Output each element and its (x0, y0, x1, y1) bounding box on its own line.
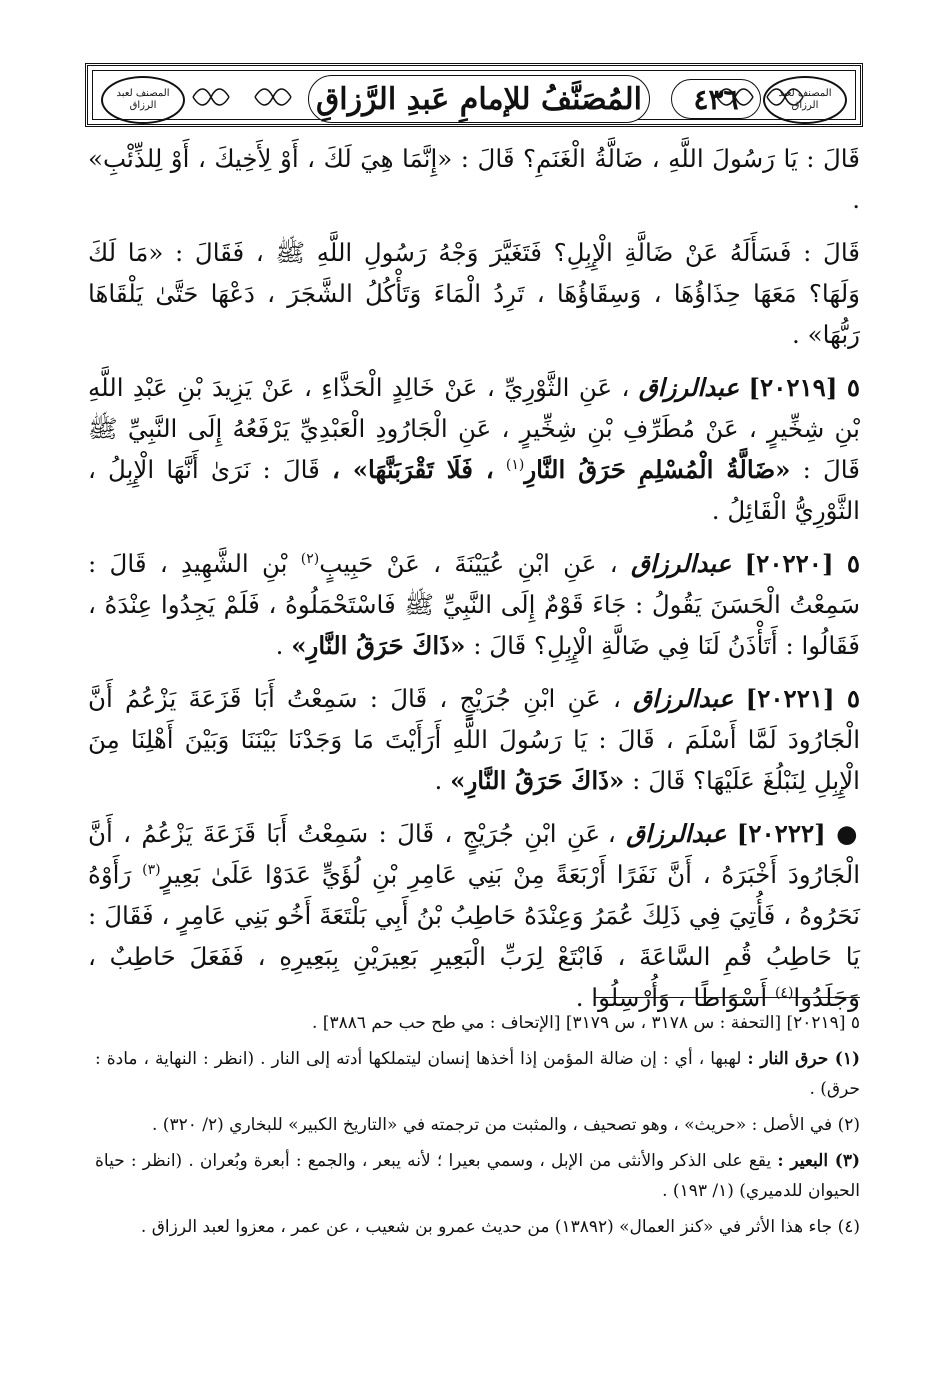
footnote-3 (95, 1146, 860, 1206)
isnad-text: ، عَنِ الثَّوْرِيِّ ، عَنْ خَالِدٍ الْحَذَّاءِ ، عَنْ يَزِيدَ بْنِ عَبْدِ اللَّهِ بْنِ شِخِّيرٍ ، عَنْ مُطَرِّفِ بْنِ شِخِّيرٍ ، عَنِ الْجَارُودِ الْعَبْدِيِّ يَرْفَعُهُ إِلَى النَّبِيِّ ﷺ قَالَ : (88, 373, 860, 484)
footnote-text: لهبها ، أي : إن ضالة المؤمن إذا أخذها إنسان ليتملكها أدته إلى النار . (انظر : النهاية ، مادة : حرق) . (95, 1049, 860, 1099)
footnote-ref[interactable]: (١) (505, 456, 525, 473)
hadith-20221 (88, 678, 860, 801)
author-name: عبدالرزاق (630, 549, 732, 578)
hadith-20220 (88, 543, 860, 666)
seal-text: المصنف لعبد الرزاق (778, 88, 832, 111)
main-text (88, 138, 860, 1030)
period: . (434, 766, 443, 795)
page-number: ٤٣٦ (671, 79, 761, 119)
author-name: عبدالرزاق (638, 373, 740, 402)
hadith-text: بْنِ الشَّهِيدِ ، قَالَ : سَمِعْتُ الْحَسَنَ يَقُولُ : جَاءَ قَوْمٌ إِلَى النَّبِيِّ ﷺ فَاسْتَحْمَلُوهُ ، فَلَمْ يَجِدُوا عِنْدَهُ ، فَقَالُوا : أَتَأْذَنُ لَنَا فِي ضَالَّةِ الْإِبِلِ؟ قَالَ : (88, 549, 860, 660)
hadith-20222 (88, 813, 860, 1018)
seal-text: المصنف لعبد الرزاق (116, 88, 170, 111)
hadith-text: رَأَوْهُ نَحَرُوهُ ، فَأُتِيَ فِي ذَلِكَ عُمَرُ وَعِنْدَهُ حَاطِبُ بْنُ أَبِي بَلْتَعَةَ أَخُو بَنِي عَامِرٍ ، فَقَالَ : يَا حَاطِبُ قُمِ السَّاعَةَ ، فَابْتَعْ لِرَبِّ الْبَعِيرِ بَعِيرَيْنِ بِبَعِيرِهِ ، فَفَعَلَ حَاطِبٌ ، وَجَلَدُوا (88, 860, 860, 1012)
footnote-term: (١) حرق النار : (747, 1049, 861, 1069)
page-header (85, 63, 863, 127)
prophetic-quote: «ضَالَّةُ الْمُسْلِمِ حَرَقُ النَّارِ (524, 455, 791, 484)
ornament-icon (715, 79, 755, 115)
hadith-marker: ٥ (846, 373, 860, 402)
footnote-ref[interactable]: (٢) (300, 550, 320, 567)
hadith-text: أَسْوَاطًا ، وَأُرْسِلُوا . (575, 983, 768, 1012)
hadith-marker: ● (836, 819, 860, 848)
ornament-icon (253, 79, 293, 115)
hadith-text: قَالَ : نَرَىٰ أَنَّهَا الْإِبِلُ ، الثَّوْرِيُّ الْقَائِلُ . (88, 455, 860, 525)
footnote-ref[interactable]: (٣) (142, 861, 161, 878)
header-frame (92, 70, 856, 120)
header-seal-right (763, 76, 847, 124)
hadith-text: ، عَنِ ابْنِ جُرَيْجٍ ، قَالَ : سَمِعْتُ أَبَا قَزَعَةَ يَزْعُمُ ، أَنَّ الْجَارُودَ أَخْبَرَهُ ، أَنَّ نَفَرًا أَرْبَعَةً مِنْ بَنِي عَامِرِ بْنِ لُؤَيٍّ عَدَوْا عَلَىٰ بَعِيرٍ (88, 819, 860, 889)
hadith-number: [٢٠٢١٩] (748, 373, 838, 402)
footnote-1 (95, 1044, 860, 1104)
header-seal-left (101, 76, 185, 124)
hadith-number: [٢٠٢٢١] (745, 684, 835, 713)
paragraph: قَالَ : يَا رَسُولَ اللَّهِ ، ضَالَّةُ الْغَنَمِ؟ قَالَ : «إِنَّمَا هِيَ لَكَ ، أَوْ لِأَخِيكَ ، أَوْ لِلذِّئْبِ» . (88, 144, 860, 214)
footnote-reference: ٥ [٢٠٢١٩] [التحفة : س ٣١٧٨ ، س ٣١٧٩] [الإتحاف : مي طح حب حم ٣٨٨٦] . (312, 1013, 860, 1033)
running-title: المُصَنَّفُ للإمامِ عَبدِ الرَّزاقِ (308, 75, 650, 123)
author-name: عبدالرزاق (633, 684, 734, 713)
hadith-number: [٢٠٢٢٠] (744, 549, 834, 578)
hadith-text: ، عَنِ ابْنِ جُرَيْجٍ ، قَالَ : سَمِعْتُ أَبَا قَزَعَةَ يَزْعُمُ أَنَّ الْجَارُودَ لَمَّا أَسْلَمَ ، قَالَ : يَا رَسُولَ اللَّهِ أَرَأَيْتَ مَا وَجَدْنَا بَيْنَنَا وَبَيْنَ أَهْلِنَا مِنَ الْإِبِلِ لِنَبْلُغَ عَلَيْهَا؟ قَالَ : (88, 684, 860, 795)
period: . (275, 631, 284, 660)
author-name: عبدالرزاق (626, 819, 727, 848)
ornament-icon (191, 79, 231, 115)
footnote-term: (٣) البعير : (777, 1151, 860, 1171)
footnote-4: (٤) جاء هذا الأثر في «كنز العمال» (١٣٨٩٢) من حديث عمرو بن شعيب ، عن عمر ، معزوا لعبد الرزاق . (140, 1217, 860, 1237)
paragraph: قَالَ : فَسَأَلَهُ عَنْ ضَالَّةِ الْإِبِلِ؟ فَتَغَيَّرَ وَجْهُ رَسُولِ اللَّهِ ﷺ ، فَقَالَ : «مَا لَكَ وَلَهَا؟ مَعَهَا حِذَاؤُهَا ، وَسِقَاؤُهَا ، تَرِدُ الْمَاءَ وَتَأْكُلُ الشَّجَرَ ، دَعْهَا حَتَّىٰ يَلْقَاهَا رَبُّهَا» . (88, 238, 860, 349)
footnote-ref[interactable]: (٤) (774, 984, 794, 1001)
prophetic-quote: «ذَاكَ حَرَقُ النَّارِ» (450, 766, 625, 795)
footnotes (95, 1008, 860, 1248)
hadith-marker: ٥ (846, 684, 860, 713)
hadith-number: [٢٠٢٢٢] (736, 819, 826, 848)
prophetic-quote: «ذَاكَ حَرَقُ النَّارِ» (291, 631, 466, 660)
footnote-divider (595, 997, 860, 998)
prophetic-quote: ، فَلَا تَقْرَبَنَّهَا» ، (331, 455, 494, 484)
hadith-20219 (88, 367, 860, 531)
footnote-text: يقع على الذكر والأنثى من الإبل ، وسمي بعيرا ؛ لأنه يبعر ، والجمع : أبعرة وبُعران . (انظر : حياة الحيوان للدميري) (١/ ١٩٣) . (95, 1151, 860, 1201)
hadith-marker: ٥ (846, 549, 861, 578)
footnote-2: (٢) في الأصل : «حريث» ، وهو تصحيف ، والمثبت من ترجمته في «التاريخ الكبير» للبخاري (٢/ ٣٢٠) . (151, 1115, 860, 1135)
isnad-text: ، عَنِ ابْنِ عُيَيْنَةَ ، عَنْ حَبِيبٍ (319, 549, 618, 578)
